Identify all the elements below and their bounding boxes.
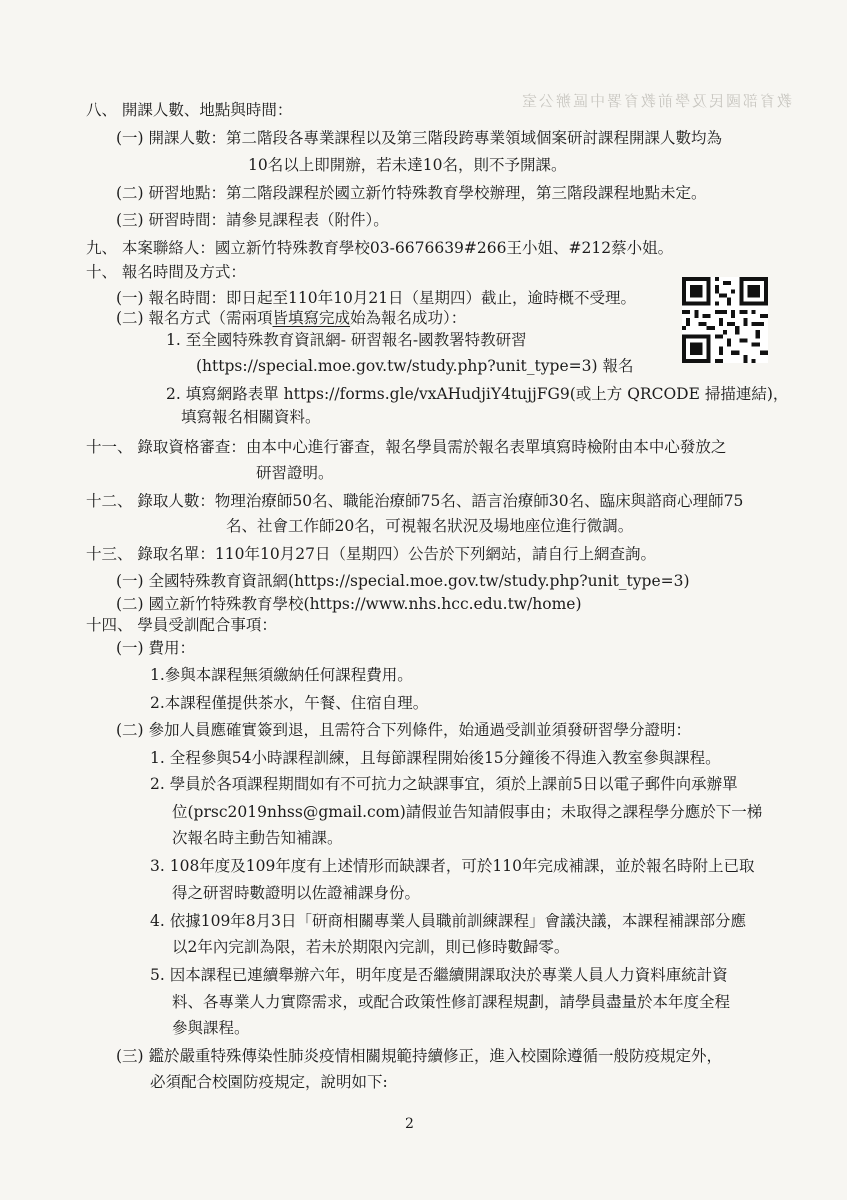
sec14-cond-2b: 位(prsc2019nhss@gmail.com)請假並告知請假事由；未取得之課程學分應於下一梯 [172,803,763,821]
sec12-line-2: 名、社會工作師20名，可視報名狀況及場地座位進行微調。 [226,517,634,535]
sec10-step1-url[interactable]: (https://special.moe.gov.tw/study.php?unit_type=3) 報名 [196,357,634,375]
sec8-item-1-cont: 10名以上即開辦，若未達10名，則不予開課。 [248,156,567,174]
bleed-through-watermark: 教育部國民及學前教育署中區辦公室 [520,92,793,110]
sec14-fee-2: 2.本課程僅提供茶水，午餐、住宿自理。 [150,694,429,712]
sec14-cond-5c: 參與課程。 [172,1019,250,1037]
sec10-time: (一) 報名時間：即日起至110年10月21日（星期四）截止，逾時概不受理。 [116,289,637,307]
sec8-item-1: (一) 開課人數：第二階段各專業課程以及第三階段跨專業領域個案研討課程開課人數均為 [116,129,723,147]
sec14-cond-4a: 4. 依據109年8月3日「研商相關專業人員職前訓練課程」會議決議，本課程補課部分應 [150,912,747,930]
sec10-step2[interactable]: 2. 填寫網路表單 https://forms.gle/vxAHudjiY4tujjFG9(或上方 QRCODE 掃描連結)， [166,385,789,403]
sec14-cond-3a: 3. 108年度及109年度有上述情形而缺課者，可於110年完成補課，並於報名時附上已取 [150,857,755,875]
sec14-cond-5b: 料、各專業人力實際需求，或配合政策性修訂課程規劃，請學員盡量於本年度全程 [172,993,731,1011]
sec14-conditions: (二) 參加人員應確實簽到退，且需符合下列條件，始通過受訓並須發研習學分證明： [116,721,692,739]
sec14-fee-1: 1.參與本課程無須繳納任何課程費用。 [150,666,413,684]
sec11-line-1: 十一、 錄取資格審查：由本中心進行審查，報名學員需於報名表單填寫時檢附由本中心發放之 [86,438,727,456]
sec13-link-2[interactable]: (二) 國立新竹特殊教育學校(https://www.nhs.hcc.edu.tw/home) [116,595,582,613]
sec14-cond-4b: 以2年內完訓為限，若未於期限內完訓，則已修時數歸零。 [172,938,570,956]
sec9-contact: 九、 本案聯絡人：國立新竹特殊教育學校03-6676639#266王小姐、#212蔡小姐。 [86,239,674,257]
sec14-cond-2c: 次報名時主動告知補課。 [172,829,343,847]
sec10-step1: 1. 至全國特殊教育資訊網- 研習報名-國教署特教研習 [166,331,527,349]
sec8-item-2: (二) 研習地點：第二階段課程於國立新竹特殊教育學校辦理，第三階段課程地點未定。 [116,184,707,202]
sec14-fee: (一) 費用： [116,639,196,657]
sec14-cond-3b: 得之研習時數證明以佐證補課身份。 [172,884,421,902]
sec8-heading: 八、 開課人數、地點與時間： [86,101,293,119]
sec10-heading: 十、 報名時間及方式： [86,263,246,281]
sec13-link-1[interactable]: (一) 全國特殊教育資訊網(https://special.moe.gov.tw/study.php?unit_type=3) [116,572,690,590]
sec14-cond-2a: 2. 學員於各項課程期間如有不可抗力之缺課事宜，須於上課前5日以電子郵件向承辦單 [150,775,738,793]
sec13-line-1: 十三、 錄取名單：110年10月27日（星期四）公告於下列網站，請自行上網查詢。 [86,545,656,563]
sec14-epidemic-a: (三) 鑑於嚴重特殊傳染性肺炎疫情相關規範持續修正，進入校園除遵循一般防疫規定外， [116,1047,723,1065]
page-number: 2 [405,1116,414,1132]
sec10-method-post: 始為報名成功）： [350,309,467,327]
sec10-method-emphasis: 皆填寫完成 [272,309,351,327]
sec11-line-2: 研習證明。 [256,464,334,482]
sec14-cond-5a: 5. 因本課程已連續舉辦六年，明年度是否繼續開課取決於專業人員人力資料庫統計資 [150,966,728,984]
sec12-line-1: 十二、 錄取人數：物理治療師50名、職能治療師75名、語言治療師30名、臨床與諮商心理師75 [86,492,744,510]
sec14-heading: 十四、 學員受訓配合事項： [86,616,277,634]
sec10-step2-cont: 填寫報名相關資料。 [181,408,321,426]
sec10-method [116,307,466,329]
qr-code-icon[interactable] [682,277,768,363]
sec14-cond-1: 1. 全程參與54小時課程訓練，且每節課程開始後15分鐘後不得進入教室參與課程。 [150,749,721,767]
sec10-method-pre: (二) 報名方式（需兩項 [116,309,273,327]
sec14-epidemic-b: 必須配合校園防疫規定，說明如下: [150,1073,388,1091]
sec8-item-3: (三) 研習時間：請參見課程表（附件）。 [116,211,389,229]
